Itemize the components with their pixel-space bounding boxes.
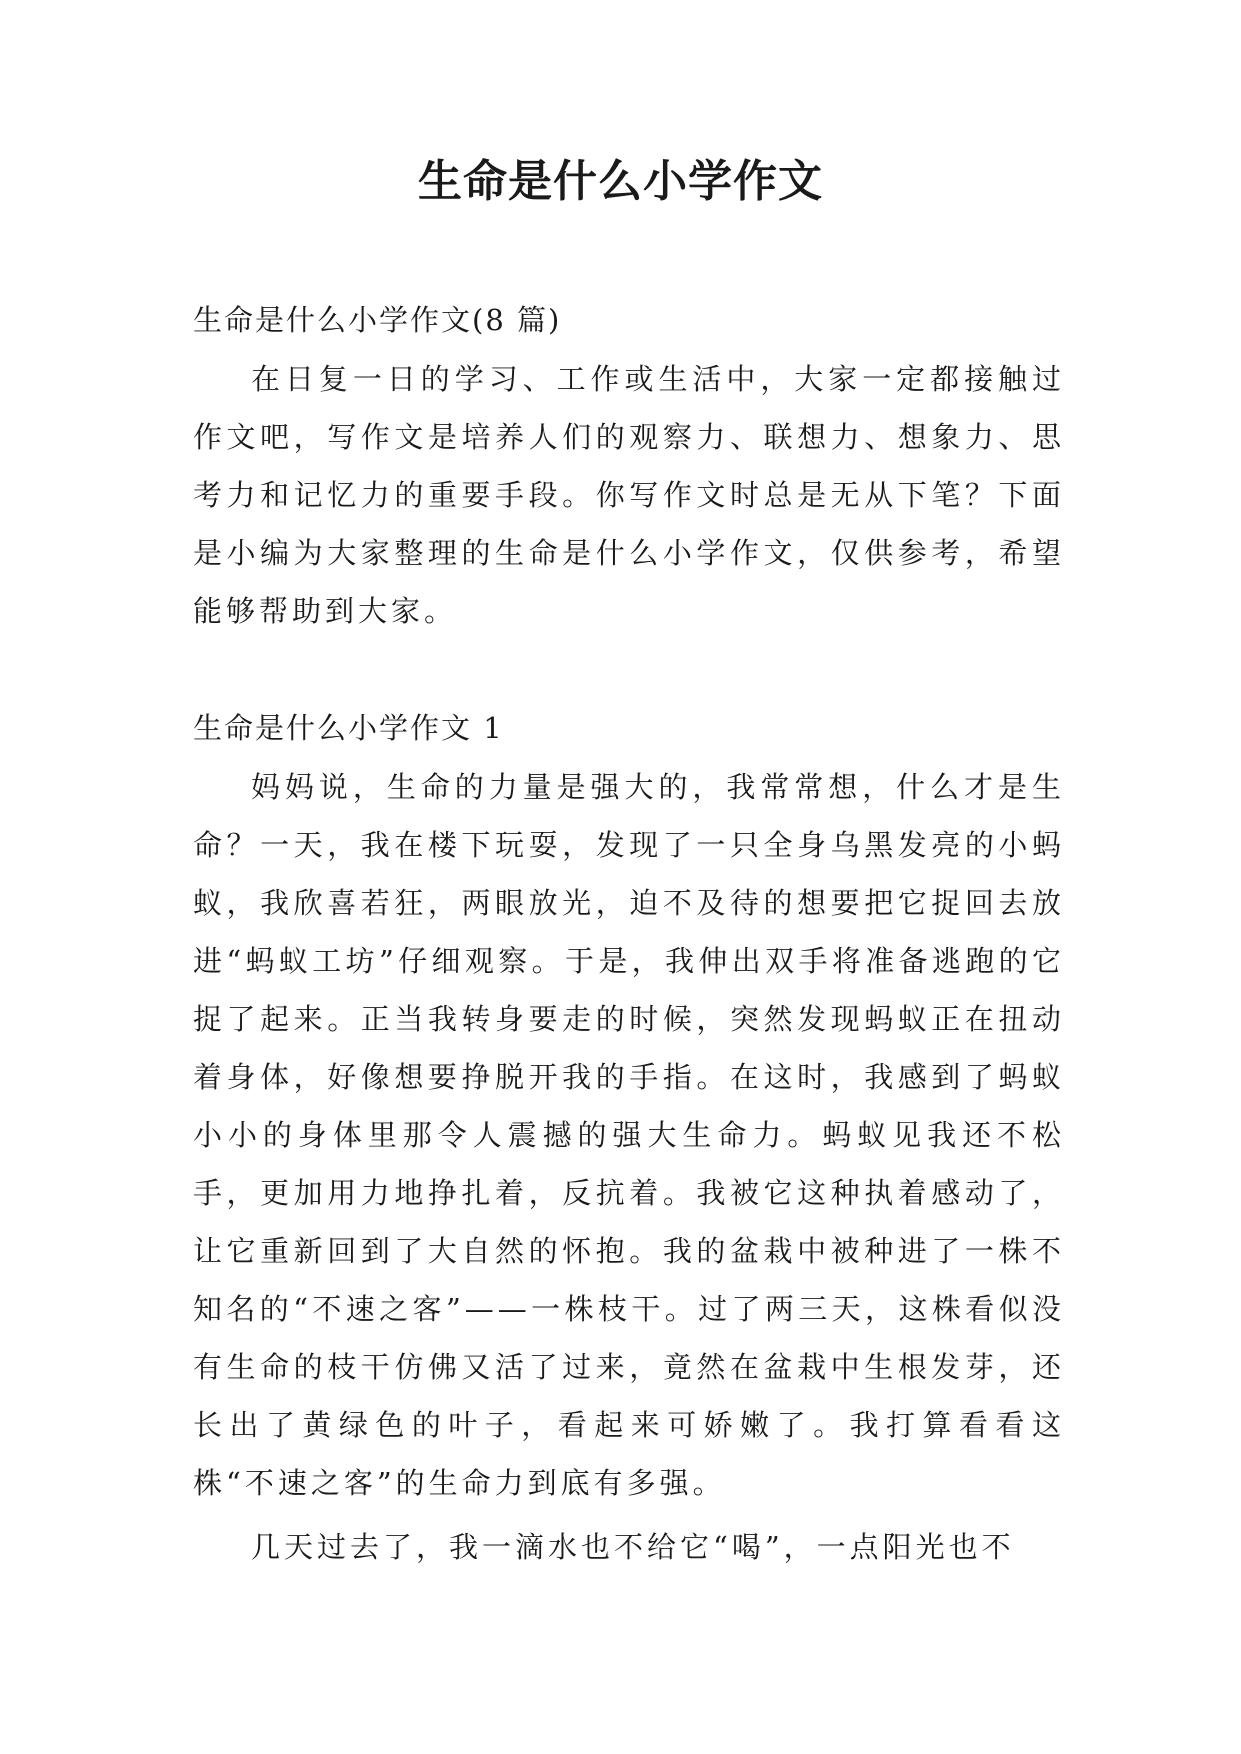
document-title: 生命是什么小学作文: [418, 156, 823, 207]
document-body: [193, 290, 1065, 1576]
section-heading: 生命是什么小学作文 1: [193, 711, 504, 745]
intro-paragraph: 在日复一日的学习、工作或生活中，大家一定都接触过作文吧，写作文是培养人们的观察力、联想力、想象力、思考力和记忆力的重要手段。你写作文时总是无从下笔？下面是小编为大家整理的生命是什么小学作文，仅供参考，希望能够帮助到大家。: [193, 362, 1065, 628]
body-paragraph: 几天过去了，我一滴水也不给它“喝”，一点阳光也不: [251, 1530, 1015, 1564]
body-paragraph: 妈妈说，生命的力量是强大的，我常常想，什么才是生命？一天，我在楼下玩耍，发现了一只全身乌黑发亮的小蚂蚁，我欣喜若狂，两眼放光，迫不及待的想要把它捉回去放进“蚂蚁工坊”仔细观察。于是，我伸出双手将准备逃跑的它捉了起来。正当我转身要走的时候，突然发现蚂蚁正在扭动着身体，好像想要挣脱开我的手指。在这时，我感到了蚂蚁小小的身体里那令人震撼的强大生命力。蚂蚁见我还不松手，更加用力地挣扎着，反抗着。我被它这种执着感动了，让它重新回到了大自然的怀抱。我的盆栽中被种进了一株不知名的“不速之客”——一株枝干。过了两三天，这株看似没有生命的枝干仿佛又活了过来，竟然在盆栽中生根发芽，还长出了黄绿色的叶子，看起来可娇嫩了。我打算看看这株“不速之客”的生命力到底有多强。: [193, 770, 1065, 1500]
section-spacer: [193, 640, 1065, 698]
document-subtitle: 生命是什么小学作文(8 篇): [193, 303, 562, 337]
